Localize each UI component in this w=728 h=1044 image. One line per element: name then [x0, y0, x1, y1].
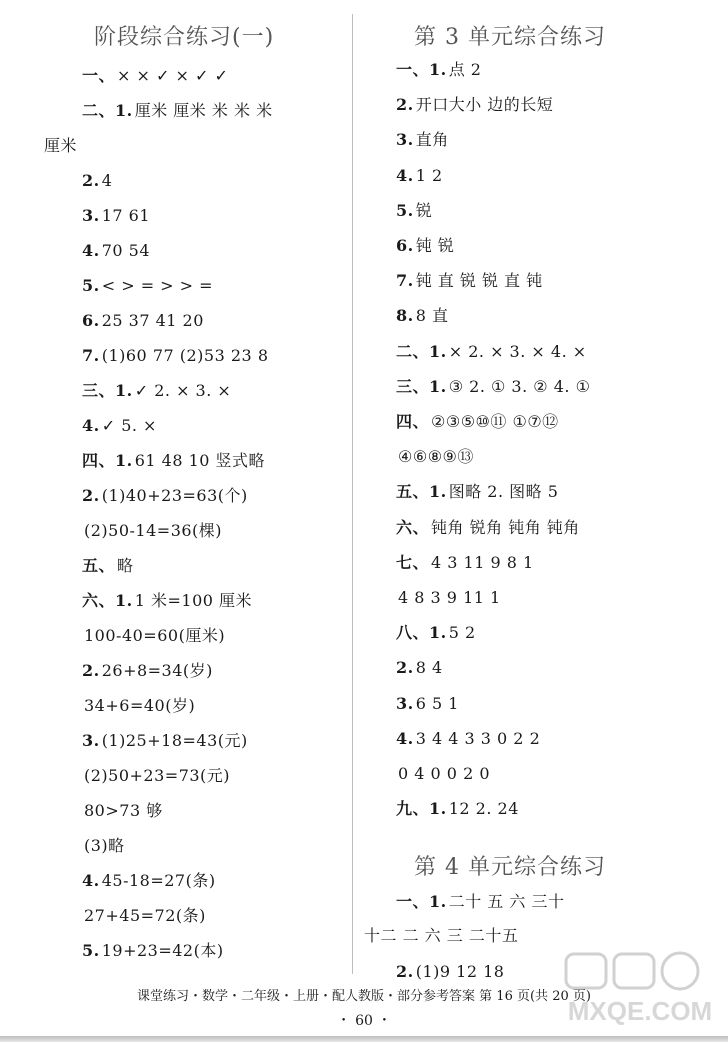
answer-text: 34+6=40(岁) [84, 696, 196, 715]
answer-line [396, 518, 580, 538]
answer-text: ✓ 2. × 3. × [134, 381, 232, 400]
answer-line [82, 416, 157, 436]
answer-text: (2)50-14=36(棵) [84, 521, 223, 540]
answer-line [82, 871, 216, 891]
answer-text: 12 2. 24 [448, 799, 519, 819]
column-divider [352, 14, 353, 974]
question-number: 4. [396, 165, 414, 185]
question-number: 四、 [396, 412, 430, 431]
question-number: 一、1. [396, 892, 447, 911]
question-number: 二、1. [396, 341, 447, 361]
answer-text: 4 8 3 9 11 1 [398, 588, 501, 607]
answer-text: (2)50+23=73(元) [84, 766, 231, 785]
answer-text: 80>73 够 [84, 801, 163, 820]
answer-line [396, 130, 449, 150]
answer-text: 厘米 厘米 米 米 米 [134, 101, 273, 120]
page-footer: 课堂练习・数学・二年级・上册・配人教版・部分参考答案 第 16 页(共 20 页) [137, 989, 591, 1004]
question-number: 3. [396, 130, 414, 150]
answer-line [82, 171, 112, 191]
answer-line [396, 306, 448, 326]
answer-text: 4 3 11 9 8 1 [431, 552, 534, 572]
answer-text: 100-40=60(厘米) [84, 626, 226, 645]
answer-text: 直角 [415, 130, 449, 150]
answer-text: 19+23=42(本) [101, 941, 224, 960]
answer-text: 略 [117, 556, 134, 575]
answer-line [396, 447, 474, 467]
answer-line [396, 799, 519, 819]
answer-line [396, 694, 459, 714]
answer-line [396, 271, 543, 291]
answer-line [396, 166, 443, 186]
answer-line [396, 892, 564, 912]
question-number: 5. [82, 941, 100, 960]
question-number: 一、 [82, 66, 116, 85]
question-number: 7. [396, 271, 414, 291]
answer-line [82, 661, 213, 681]
answer-line [82, 206, 150, 226]
question-number: 五、1. [396, 482, 447, 502]
answer-line [396, 201, 432, 221]
answer-line [82, 556, 134, 576]
answer-line [82, 941, 224, 961]
answer-line [82, 626, 225, 646]
page-number: ・ 60 ・ [336, 1013, 392, 1029]
answer-text: 27+45=72(条) [84, 906, 206, 925]
answer-text: 70 54 [101, 241, 151, 260]
question-number: 2. [396, 658, 414, 678]
question-number: 8. [396, 306, 414, 326]
question-number: 2. [396, 962, 414, 981]
question-number: 2. [82, 486, 100, 505]
answer-line [396, 553, 534, 573]
question-number: 八、1. [396, 623, 447, 643]
answer-line [396, 412, 559, 432]
answer-line [396, 342, 587, 362]
question-number: 2. [396, 95, 414, 115]
answer-line [396, 658, 443, 678]
answer-line [396, 764, 490, 784]
answer-text: 1 米=100 厘米 [134, 591, 253, 610]
answer-text: ③ 2. ① 3. ② 4. ① [448, 376, 591, 396]
question-number: 5. [82, 276, 100, 295]
question-number: 4. [82, 416, 100, 435]
answer-line [82, 66, 228, 86]
answer-line [82, 101, 273, 121]
answer-text: (1)9 12 18 [415, 962, 505, 981]
answer-line [396, 962, 504, 982]
answer-text: (1)25+18=43(元) [101, 731, 248, 750]
answer-line [82, 241, 150, 261]
answer-text: 25 37 41 20 [101, 311, 204, 330]
question-number: 7. [82, 346, 100, 365]
question-number: 6. [396, 236, 414, 255]
answer-line [396, 60, 482, 80]
answer-text: 61 48 10 竖式略 [134, 451, 266, 470]
answer-text: 6 5 1 [415, 693, 459, 713]
answer-line [42, 136, 77, 156]
answer-text: 1 2 [415, 165, 443, 185]
answer-line [82, 451, 265, 471]
answer-text: 钝角 锐角 钝角 钝角 [431, 517, 580, 537]
question-number: 4. [82, 241, 100, 260]
answer-text: 锐 [415, 200, 433, 220]
answer-line [82, 276, 213, 296]
answer-line [396, 377, 590, 397]
answer-text: 开口大小 边的长短 [415, 95, 554, 115]
answer-text: 4 [101, 171, 113, 190]
answer-text: (1)40+23=63(个) [101, 486, 248, 505]
answer-text: 3 4 4 3 3 0 2 2 [415, 728, 541, 748]
answer-line [82, 381, 231, 401]
answer-line [82, 521, 222, 541]
answer-text: (1)60 77 (2)53 23 8 [101, 346, 269, 365]
question-number: 2. [82, 171, 100, 190]
answer-text: < > = > > = [101, 276, 214, 295]
answer-line [82, 766, 230, 786]
question-number: 三、1. [82, 381, 133, 400]
question-number: 一、1. [396, 60, 447, 79]
answer-line [82, 801, 163, 821]
question-number: 三、1. [396, 376, 447, 396]
answer-text: 5 2 [448, 623, 476, 643]
question-number: 七、 [396, 552, 430, 572]
answer-line [396, 95, 553, 115]
answer-line [82, 346, 269, 366]
question-number: 4. [396, 728, 414, 748]
answer-line [82, 591, 252, 611]
answer-text: 45-18=27(条) [101, 871, 216, 890]
svg-text:MXQE.COM: MXQE.COM [567, 996, 713, 1026]
section-title-unit-3: 第 3 单元综合练习 [414, 25, 606, 50]
bottom-scan-edge [0, 1036, 728, 1042]
question-number: 5. [396, 200, 414, 220]
answer-line [396, 588, 501, 608]
answer-line [396, 236, 454, 256]
answer-line [362, 926, 518, 946]
question-number: 四、1. [82, 451, 133, 470]
question-number: 六、1. [82, 591, 133, 610]
answer-text: 26+8=34(岁) [101, 661, 213, 680]
question-number: 九、1. [396, 799, 447, 819]
answer-text: ④⑥⑧⑨⑬ [398, 447, 474, 467]
section-title-unit-4: 第 4 单元综合练习 [414, 855, 606, 880]
answer-line [396, 729, 540, 749]
answer-line [82, 836, 125, 856]
answer-text: 十二 二 六 三 二十五 [364, 926, 519, 945]
answer-text: 8 直 [415, 306, 449, 326]
answer-text: ②③⑤⑩⑪ ①⑦⑫ [431, 412, 559, 431]
answer-line [82, 731, 248, 751]
answer-text: 钝 直 锐 锐 直 钝 [415, 271, 543, 291]
answer-text: 厘米 [44, 136, 78, 155]
answer-text: × 2. × 3. × 4. × [448, 341, 587, 361]
question-number: 五、 [82, 556, 116, 575]
question-number: 3. [396, 693, 414, 713]
answer-text: 8 4 [415, 658, 443, 678]
answer-text: 17 61 [101, 206, 151, 225]
question-number: 3. [82, 731, 100, 750]
watermark-logo [560, 948, 720, 1028]
answer-text: 0 4 0 0 2 0 [398, 764, 491, 783]
answer-text: 钝 锐 [415, 236, 455, 255]
question-number: 二、1. [82, 101, 133, 120]
answer-text: (3)略 [84, 836, 125, 855]
section-title-stage-practice: 阶段综合练习(一) [94, 25, 275, 50]
answer-line [82, 696, 195, 716]
answer-line [82, 906, 206, 926]
question-number: 六、 [396, 517, 430, 537]
answer-line [396, 623, 476, 643]
answer-line [82, 486, 248, 506]
question-number: 2. [82, 661, 100, 680]
answer-text: 点 2 [448, 60, 482, 79]
answer-line [82, 311, 204, 331]
answer-text: × × ✓ × ✓ ✓ [117, 66, 229, 85]
question-number: 4. [82, 871, 100, 890]
answer-text: 图略 2. 图略 5 [448, 482, 559, 502]
answer-text: ✓ 5. × [101, 416, 157, 435]
question-number: 6. [82, 311, 100, 330]
answer-line [396, 482, 558, 502]
answer-text: 二十 五 六 三十 [448, 892, 565, 911]
question-number: 3. [82, 206, 100, 225]
